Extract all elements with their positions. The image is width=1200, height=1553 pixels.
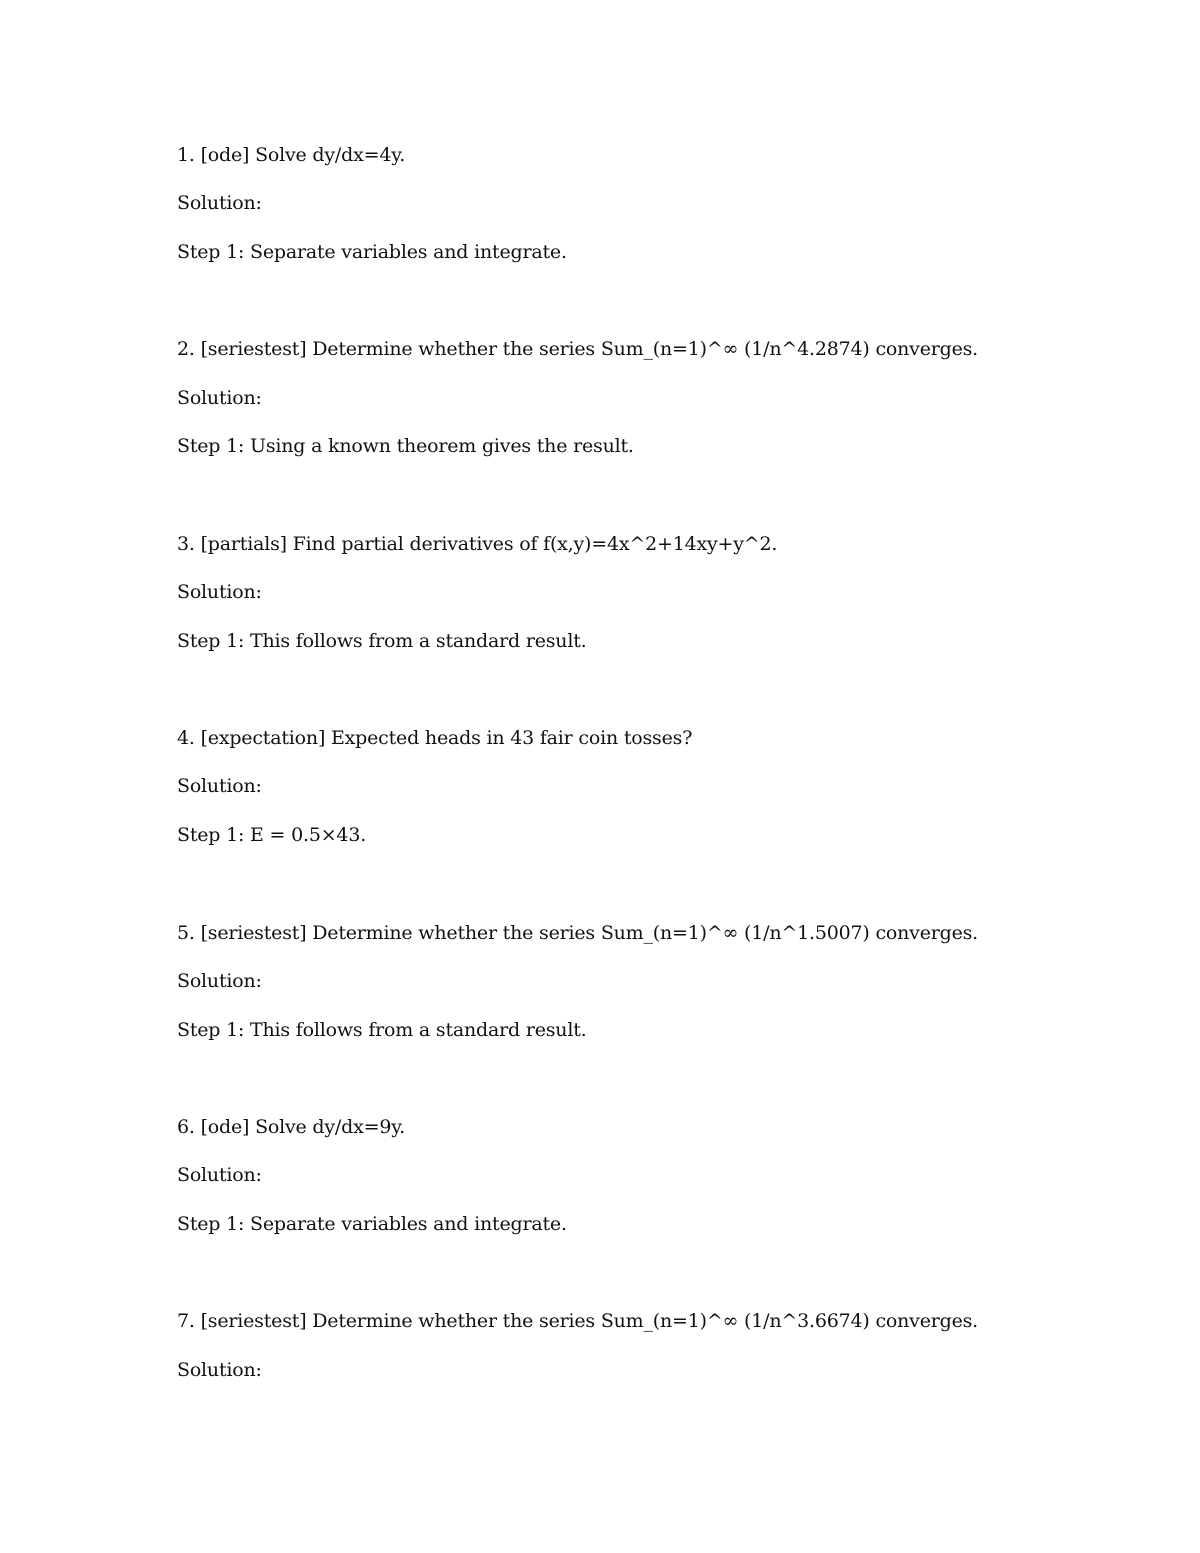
- problem-3-step-1: Step 1: This follows from a standard result.: [177, 630, 587, 652]
- problem-4-question: 4. [expectation] Expected heads in 43 fair coin tosses?: [177, 727, 693, 749]
- problem-7-solution-label: Solution:: [177, 1359, 262, 1381]
- problem-7-question: 7. [seriestest] Determine whether the series Sum_(n=1)^∞ (1/n^3.6674) converges.: [177, 1310, 979, 1332]
- problem-1-step-1: Step 1: Separate variables and integrate.: [177, 241, 567, 263]
- problem-4-solution-label: Solution:: [177, 775, 262, 797]
- problem-2-step-1: Step 1: Using a known theorem gives the result.: [177, 435, 634, 457]
- problem-6-solution-label: Solution:: [177, 1164, 262, 1186]
- problem-6-step-1: Step 1: Separate variables and integrate.: [177, 1213, 567, 1235]
- problem-1-question: 1. [ode] Solve dy/dx=4y.: [177, 144, 406, 166]
- problem-1-solution-label: Solution:: [177, 192, 262, 214]
- problem-2-solution-label: Solution:: [177, 387, 262, 409]
- problem-5-step-1: Step 1: This follows from a standard result.: [177, 1019, 587, 1041]
- problem-4-step-1: Step 1: E = 0.5×43.: [177, 824, 367, 846]
- problem-3-question: 3. [partials] Find partial derivatives of f(x,y)=4x^2+14xy+y^2.: [177, 533, 778, 555]
- problem-3-solution-label: Solution:: [177, 581, 262, 603]
- problem-6-question: 6. [ode] Solve dy/dx=9y.: [177, 1116, 406, 1138]
- problem-2-question: 2. [seriestest] Determine whether the series Sum_(n=1)^∞ (1/n^4.2874) converges.: [177, 338, 979, 360]
- problem-5-question: 5. [seriestest] Determine whether the series Sum_(n=1)^∞ (1/n^1.5007) converges.: [177, 922, 979, 944]
- problem-5-solution-label: Solution:: [177, 970, 262, 992]
